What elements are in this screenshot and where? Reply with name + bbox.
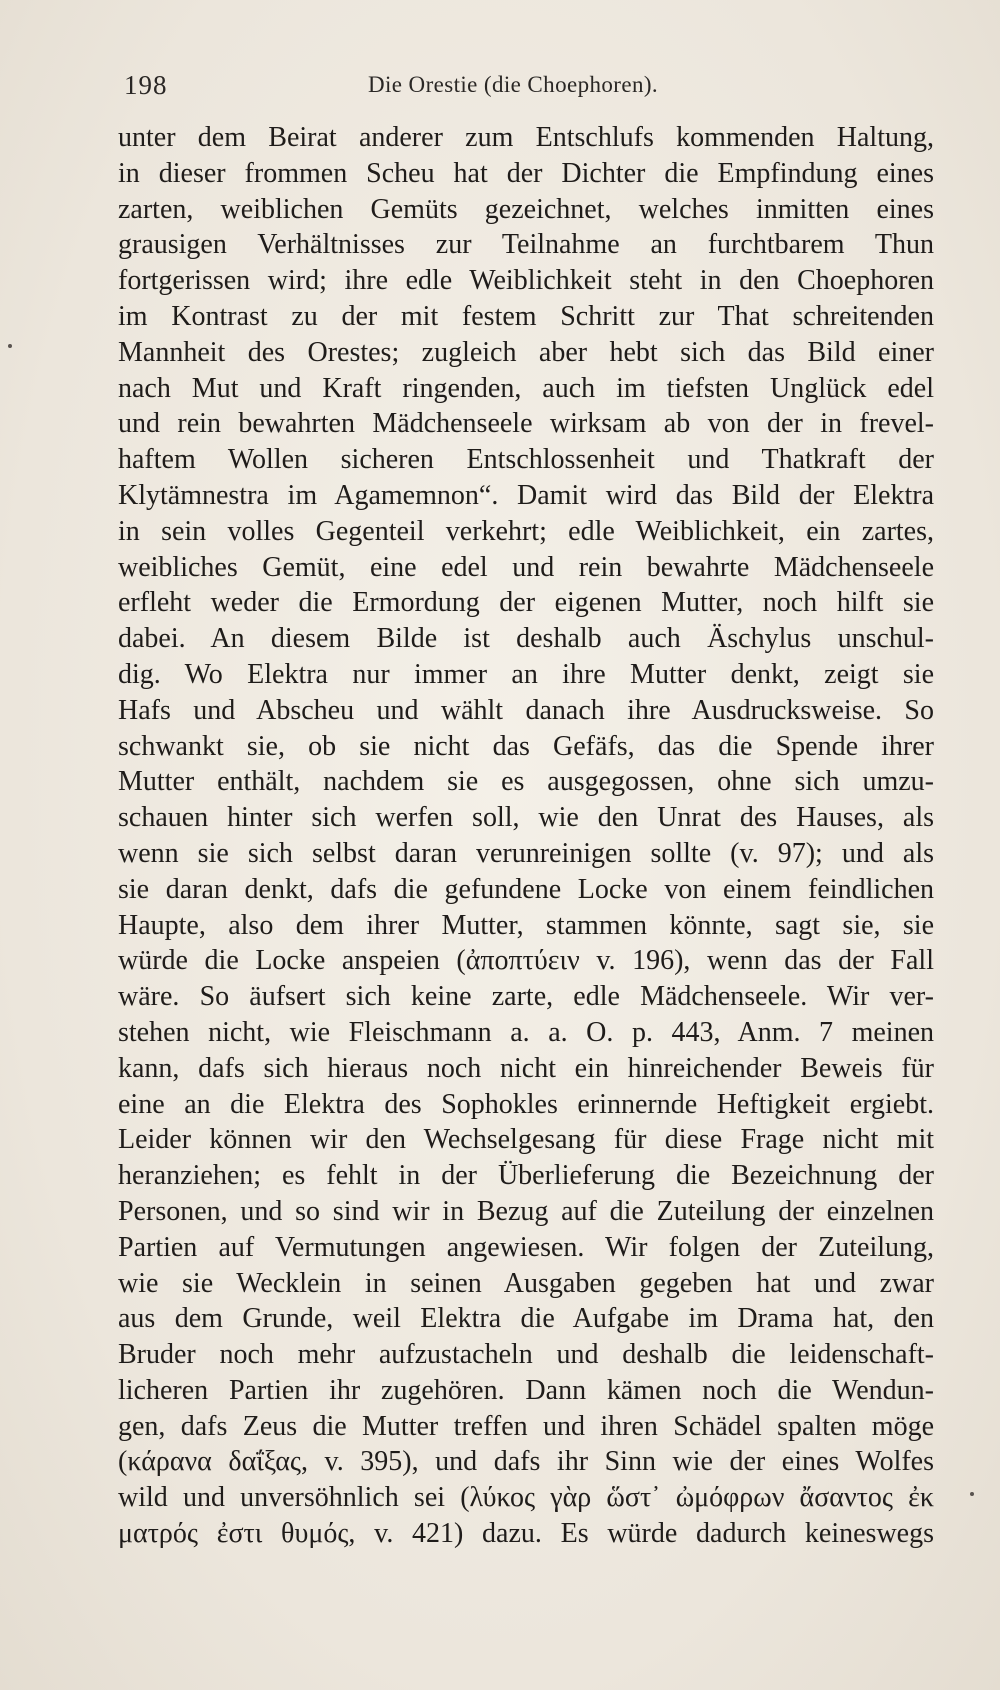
text-line: grausigen Verhältnisses zur Teilnahme an furchtbarem Thun xyxy=(118,229,934,261)
text-line: stehen nicht, wie Fleischmann a. a. O. p. 443, Anm. 7 meinen xyxy=(118,1016,934,1048)
text-line: weibliches Gemüt, eine edel und rein bewahrte Mädchenseele xyxy=(118,551,934,583)
text-line: aus dem Grunde, weil Elektra die Aufgabe im Drama hat, den xyxy=(118,1303,934,1335)
page-header xyxy=(124,66,936,106)
text-line: schauen hinter sich werfen soll, wie den Unrat des Hauses, als xyxy=(118,802,934,834)
text-line: fortgerissen wird; ihre edle Weiblichkeit steht in den Choephoren xyxy=(118,265,934,297)
text-line: im Kontrast zu der mit festem Schritt zur That schreitenden xyxy=(118,300,934,332)
text-line: zarten, weiblichen Gemüts gezeichnet, welches inmitten eines xyxy=(118,193,934,225)
text-line: (κάρανα δαΐξας, v. 395), und dafs ihr Sinn wie der eines Wolfes xyxy=(118,1446,934,1478)
page-number: 198 xyxy=(124,70,168,100)
text-line: wäre. So äufsert sich keine zarte, edle Mädchenseele. Wir ver- xyxy=(118,981,934,1013)
text-line: dig. Wo Elektra nur immer an ihre Mutter denkt, zeigt sie xyxy=(118,658,934,690)
text-line: kann, dafs sich hieraus noch nicht ein hinreichender Beweis für xyxy=(118,1052,934,1084)
text-line: Bruder noch mehr aufzustacheln und deshalb die leidenschaft- xyxy=(118,1339,934,1371)
paper-speck xyxy=(970,1492,974,1496)
text-line: schwankt sie, ob sie nicht das Gefäfs, das die Spende ihrer xyxy=(118,730,934,762)
text-line: erfleht weder die Ermordung der eigenen Mutter, noch hilft sie xyxy=(118,587,934,619)
text-line: wild und unversöhnlich sei (λύκος γὰρ ὥστ᾽ ὠμόφρων ἄσαντος ἐκ xyxy=(118,1482,934,1514)
running-head: Die Orestie (die Choephoren). xyxy=(368,72,659,97)
text-line: Hafs und Abscheu und wählt danach ihre Ausdrucksweise. So xyxy=(118,694,934,726)
text-line: eine an die Elektra des Sophokles erinnernde Heftigkeit ergiebt. xyxy=(118,1088,934,1120)
text-line: wenn sie sich selbst daran verunreinigen sollte (v. 97); und als xyxy=(118,837,934,869)
text-line: Leider können wir den Wechselgesang für diese Frage nicht mit xyxy=(118,1124,934,1156)
paper-speck xyxy=(8,344,12,348)
text-line: und rein bewahrten Mädchenseele wirksam ab von der in frevel- xyxy=(118,408,934,440)
text-line: licheren Partien ihr zugehören. Dann kämen noch die Wendun- xyxy=(118,1374,934,1406)
text-line: ματρός ἐστι θυμός, v. 421) dazu. Es würde dadurch keineswegs xyxy=(118,1518,934,1550)
text-line: würde die Locke anspeien (ἀποπτύειν v. 196), wenn das der Fall xyxy=(118,945,934,977)
text-line: wie sie Wecklein in seinen Ausgaben gegeben hat und zwar xyxy=(118,1267,934,1299)
text-line: dabei. An diesem Bilde ist deshalb auch Äschylus unschul- xyxy=(118,623,934,655)
text-line: Personen, und so sind wir in Bezug auf die Zuteilung der einzelnen xyxy=(118,1195,934,1227)
body-text xyxy=(118,120,934,1552)
text-line: in sein volles Gegenteil verkehrt; edle Weiblichkeit, ein zartes, xyxy=(118,515,934,547)
text-line: nach Mut und Kraft ringenden, auch im tiefsten Unglück edel xyxy=(118,372,934,404)
text-line: Mannheit des Orestes; zugleich aber hebt sich das Bild einer xyxy=(118,336,934,368)
text-line: Klytämnestra im Agamemnon“. Damit wird das Bild der Elektra xyxy=(118,479,934,511)
text-line: in dieser frommen Scheu hat der Dichter die Empfindung eines xyxy=(118,157,934,189)
text-line: Partien auf Vermutungen angewiesen. Wir folgen der Zuteilung, xyxy=(118,1231,934,1263)
text-line: Haupte, also dem ihrer Mutter, stammen könnte, sagt sie, sie xyxy=(118,909,934,941)
text-line: heranziehen; es fehlt in der Überlieferung die Bezeichnung der xyxy=(118,1160,934,1192)
text-line: sie daran denkt, dafs die gefundene Locke von einem feindlichen xyxy=(118,873,934,905)
text-line: unter dem Beirat anderer zum Entschlufs kommenden Haltung, xyxy=(118,122,934,153)
text-line: Mutter enthält, nachdem sie es ausgegossen, ohne sich umzu- xyxy=(118,766,934,798)
text-line: gen, dafs Zeus die Mutter treffen und ihren Schädel spalten möge xyxy=(118,1410,934,1442)
text-line: haftem Wollen sicheren Entschlossenheit und Thatkraft der xyxy=(118,444,934,476)
